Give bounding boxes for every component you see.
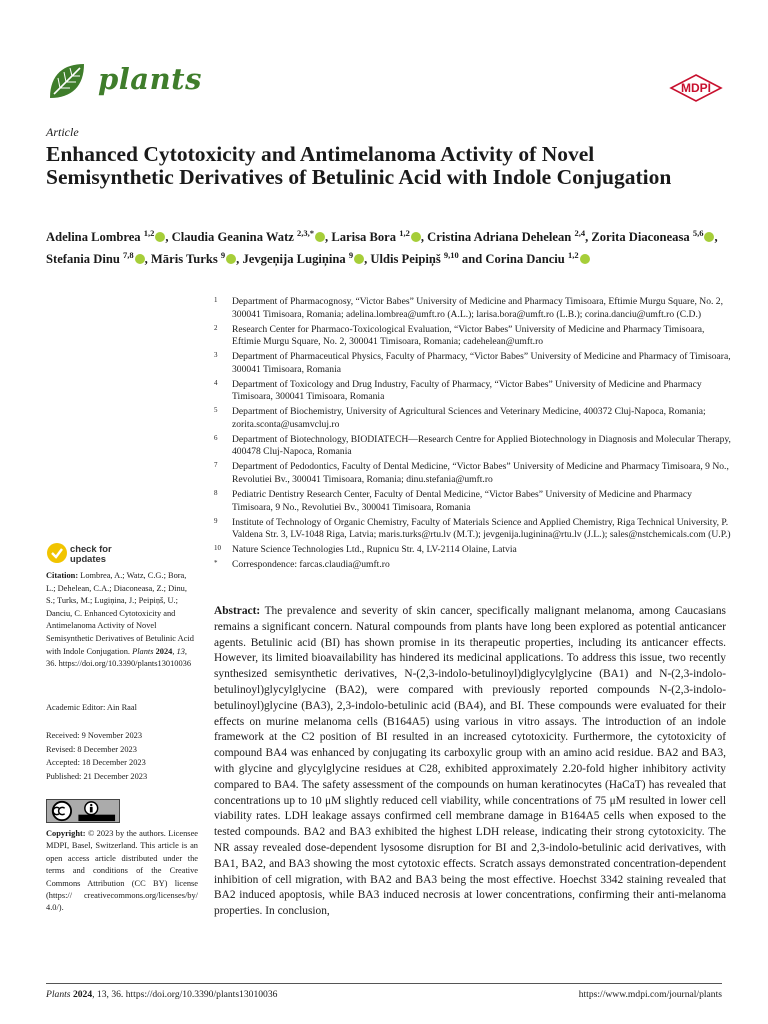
abstract-label: Abstract:	[214, 605, 261, 617]
affiliation-item	[214, 544, 734, 557]
affiliation-item	[214, 489, 734, 514]
author-affiliation-sup: 1,2	[143, 228, 155, 238]
citation-text: Lombrea, A.; Watz, C.G.; Bora, L.; Dehelean, C.A.; Diaconeasa, Z.; Dinu, S.; Turks, M.; Lugiņina, J.; Peipiņš, U.; Danciu, C. Enhanced Cytotoxicity and Antimelanoma Activity of Novel Semisynthetic Derivatives of Betulinic Acid with Indole Conjugation.	[46, 571, 194, 656]
author-affiliation-sup: 5,6	[692, 228, 704, 238]
affiliation-item	[214, 324, 734, 349]
orcid-icon[interactable]	[226, 254, 236, 264]
affiliation-number: *	[214, 559, 218, 568]
author-name: Adelina Lombrea	[46, 230, 141, 245]
journal-name: plants	[98, 62, 202, 96]
affiliation-number: 9	[214, 516, 218, 525]
affiliations-list	[214, 296, 734, 574]
affiliation-number: 8	[214, 489, 218, 498]
affiliation-item	[214, 461, 734, 486]
author-affiliation-sup: 2,4	[574, 228, 586, 238]
footer-journal: Plants	[46, 989, 71, 1000]
date-published: Published: 21 December 2023	[46, 771, 148, 781]
affiliation-item	[214, 379, 734, 404]
check-for-updates-icon[interactable]	[46, 542, 68, 564]
affiliation-item	[214, 351, 734, 376]
orcid-icon[interactable]	[580, 254, 590, 264]
mdpi-logo-icon	[668, 74, 724, 102]
affiliation-number: 6	[214, 433, 218, 442]
citation-label: Citation:	[46, 571, 79, 580]
citation-doi-link[interactable]: https://doi.org/10.3390/plants13010036	[58, 659, 192, 669]
date-accepted: Accepted: 18 December 2023	[46, 758, 146, 768]
orcid-icon[interactable]	[411, 232, 421, 242]
footer-divider	[46, 983, 722, 984]
mdpi-logo-text: MDPI	[681, 81, 711, 95]
publication-dates	[46, 729, 147, 783]
citation-pages: , 36.	[46, 646, 187, 669]
date-received: Received: 9 November 2023	[46, 731, 143, 740]
author-affiliation-sup: 1,2	[399, 228, 410, 238]
affiliation-number: 5	[214, 406, 218, 415]
affiliation-text: Nature Science Technologies Ltd., Rupnicu Str. 4, LV-2114 Olaine, Latvia	[232, 544, 517, 556]
author-affiliation-sup: 1,2	[567, 249, 579, 260]
abstract-text: The prevalence and severity of skin cancer, specifically malignant melanoma, among Caucasians remains a significant concern. Natural compounds from plants have long been explored as potential anticancer agents. Betulinic acid (BI) has shown promise in its therapeutic properties, including its anticancer effects. However, its limited bioavailability has hindered its medicinal applications. To address this issue, two recently synthesized semisynthetic derivatives, N-(2,3-indolo-betulinoyl)diglycylglycine (BA1) and N-(2,3-indolo-betulinoyl)glycylglycine (BA2), were compared with previously reported compounds N-(2,3-indolo-betulinoyl)glycine (BA3), 2,3-indolo-betulinic acid (BA4), and BI. These compounds were evaluated for their effects on murine melanoma cells (B164A5) using various in vitro assays. The introduction of an indole framework at the C2 position of BI resulted in an increased cytotoxicity. Furthermore, the cytotoxicity of compound BA4 was enhanced by conjugating its carboxylic group with an amino acid residue. BA2 and BA3, with glycine and glycylglycine residues at C28, exhibited approximately 2.20-fold higher inhibitory activity compared to BA4. The safety assessment of the compounds on human keratinocytes (HaCaT) has revealed that concentrations up to 10 μM slightly reduced cell viability, while concentrations of 75 μM resulted in lower cell viability rates. LDH leakage assays confirmed cell membrane damage in B164A5 cells when exposed to the tested compounds. BA2 and BA3 exhibited the highest LDH release, indicating their strong cytotoxicity. The NR assay revealed dose-dependent lysosome disruption for BI and 2,3-indolo-betulinic acid derivatives, with BA1, BA2, and BA3 showing the most cytotoxic effects. Scratch assays demonstrated concentration-dependent inhibition of cell migration, with BA2 and BA3 being the most effective. Hoechst 3342 staining revealed that BA2 induced apoptosis, while BA3 induced necrosis at lower concentrations, confirming their anti-melanoma properties. In conclusion,	[214, 605, 726, 918]
affiliation-text: Research Center for Pharmaco-Toxicological Evaluation, “Victor Babes” University of Medicine and Pharmacy Timisoara, Eftimie Murgu Square, No. 2, 300041 Timisoara, Romania; cadehelean@umft.ro	[232, 323, 705, 348]
author-name: Claudia Geanina Watz	[171, 230, 294, 245]
orcid-icon[interactable]	[704, 232, 714, 242]
citation-year: 2024	[155, 646, 173, 656]
affiliation-text: Pediatric Dentistry Research Center, Faculty of Dental Medicine, “Victor Babes” University of Medicine and Pharmacy Timisoara, 9 No., Revolutiei Bv., 300041 Timisoara, Romania	[232, 489, 692, 513]
citation-journal: Plants	[132, 646, 154, 656]
affiliation-number: 4	[214, 378, 218, 387]
author-name: Māris Turks	[150, 251, 218, 266]
author-affiliation-sup: 9	[220, 249, 226, 260]
author-name: Cristina Adriana Dehelean	[427, 230, 572, 245]
footer-citation	[46, 989, 277, 1000]
author-list: Adelina Lombrea $^{1,2}$ , Claudia Geanina Watz $^{2,3,*}$ , Larisa Bora $^{1,2}$ , Cristina Adriana Dehelean $^{2,4}$, Zorita Diaconeasa $^{5,6}$ , Stefania Dinu $^{7,8}$ , Māris Turks $^9$ , Jevgeņija Lugiņina $^9$ , Uldis Peipiņš $^{9,10}$ and Corina Danciu $^{1,2}$	[46, 228, 718, 266]
affiliation-text: Correspondence: farcas.claudia@umft.ro	[232, 559, 390, 571]
academic-editor: Academic Editor: Ain Raal	[46, 703, 137, 712]
check-for-updates-label[interactable]	[70, 544, 112, 563]
affiliation-number: 7	[214, 461, 218, 470]
affiliation-item	[214, 559, 734, 572]
date-revised: Revised: 8 December 2023	[46, 744, 137, 754]
affiliation-number: 1	[214, 296, 218, 304]
author-affiliation-sup: 9	[348, 249, 354, 260]
copyright-notice	[46, 828, 198, 915]
article-type: Article	[46, 125, 79, 139]
author-name: Corina Danciu	[485, 251, 565, 266]
affiliation-number: 2	[214, 323, 218, 332]
copyright-text: © 2023 by the authors. Licensee MDPI, Basel, Switzerland. This article is an open access article distributed under the terms and conditions of the Creative Commons Attribution (CC BY) license (https:// creativecommons.org/licenses/by/ 4.0/).	[46, 829, 198, 913]
affiliation-number: 10	[214, 544, 221, 553]
author-affiliation-sup: 2,3,*	[297, 228, 315, 238]
author-name: Zorita Diaconeasa	[591, 230, 690, 245]
check-for-updates-line1: check for	[70, 543, 112, 554]
orcid-icon[interactable]	[354, 254, 364, 264]
author-name: Uldis Peipiņš	[370, 251, 441, 266]
affiliation-item	[214, 296, 734, 321]
affiliation-text: Department of Pedodontics, Faculty of Dental Medicine, “Victor Babes” University of Medicine and Pharmacy Timisoara, 9 No., Revolutiei Bv., 300041 Timisoara, Romania; dinu.stefania@umft.ro	[232, 461, 729, 486]
affiliation-text: Department of Toxicology and Drug Industry, Faculty of Pharmacy, “Victor Babes” University of Medicine and Pharmacy Timisoara, 300041 Timisoara, Romania	[232, 378, 702, 403]
orcid-icon[interactable]	[135, 254, 145, 264]
affiliation-text: Department of Biotechnology, BIODIATECH—Research Centre for Applied Biotechnology in Diagnosis and Molecular Therapy, 400478 Cluj-Napoca, Romania	[232, 433, 731, 458]
orcid-icon[interactable]	[155, 232, 165, 242]
check-for-updates-line2: updates	[70, 552, 106, 564]
abstract	[214, 604, 726, 920]
affiliation-item	[214, 406, 734, 431]
copyright-label: Copyright:	[46, 829, 86, 838]
author-affiliation-sup: 7,8	[123, 249, 134, 260]
citation-block: Citation: Lombrea, A.; Watz, C.G.; Bora, L.; Dehelean, C.A.; Diaconeasa, Z.; Dinu, S.; Turks, M.; Lugiņina, J.; Peipiņš, U.; Danciu, C. Enhanced Cytotoxicity and Antimelanoma Activity of Novel Semisynthetic Derivatives of Betulinic Acid with Indole Conjugation. Plants 2024, 13, 36. https://doi.org/10.3390/plants13010036	[46, 571, 194, 669]
cc-by-license-icon[interactable]	[46, 799, 120, 823]
footer-doi[interactable]: , 13, 36. https://doi.org/10.3390/plants13010036	[92, 989, 278, 1000]
author-affiliation-sup: 9,10	[443, 249, 459, 260]
affiliation-text: Department of Pharmacognosy, “Victor Babes” University of Medicine and Pharmacy Timisoara, Eftimie Murgu Square, No. 2, 300041 Timisoara, Romania; adelina.lombrea@umft.ro (A.L.); larisa.bora@umft.ro (L.B.); corina.danciu@umft.ro (C.D.)	[232, 296, 723, 320]
orcid-icon[interactable]	[315, 232, 325, 242]
author-name: Larisa Bora	[331, 230, 397, 245]
footer-journal-url[interactable]: https://www.mdpi.com/journal/plants	[578, 989, 722, 1000]
article-title: Enhanced Cytotoxicity and Antimelanoma Activity of Novel Semisynthetic Derivatives of Betulinic Acid with Indole Conjugation	[46, 142, 672, 189]
footer-year: 2024	[72, 989, 93, 1000]
affiliation-text: Department of Biochemistry, University of Agricultural Sciences and Veterinary Medicine, 400372 Cluj-Napoca, Romania; zorita.sconta@usamvcluj.ro	[232, 406, 706, 430]
author-name: Jevgeņija Lugiņina	[242, 251, 346, 266]
citation-volume: 13	[176, 646, 185, 656]
affiliation-number: 3	[214, 351, 218, 360]
affiliation-text: Department of Pharmaceutical Physics, Faculty of Pharmacy, “Victor Babes” University of Medicine and Pharmacy of Timisoara, 300041 Timisoara, Romania	[232, 351, 731, 375]
affiliation-item	[214, 517, 734, 542]
plants-leaf-logo-icon	[46, 60, 88, 102]
affiliation-item	[214, 434, 734, 459]
author-name: Stefania Dinu	[46, 251, 120, 266]
affiliation-text: Institute of Technology of Organic Chemistry, Faculty of Materials Science and Applied Chemistry, Riga Technical University, P. Valdena Str. 3, LV-1048 Riga, Latvia; maris.turks@rtu.lv (M.T.); jevgenija.luginina@rtu.lv (J.L.); sales@nstchemicals.com (U.P.)	[232, 516, 731, 541]
